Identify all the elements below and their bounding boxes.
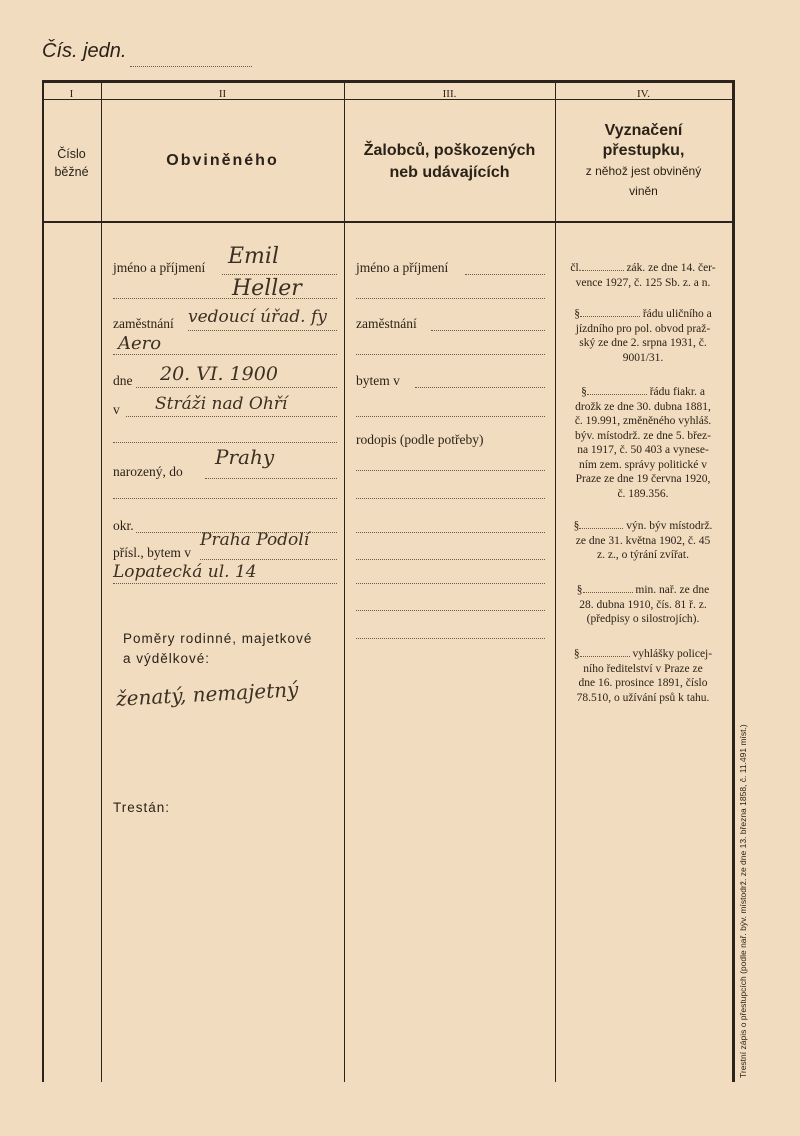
col-divider-2	[344, 80, 345, 1082]
plaintiff-name-label: jméno a příjmení	[356, 260, 449, 275]
header-bottom-border	[42, 221, 735, 223]
offence-4: § výn. býv místodrž. ze dne 31. května 1902, č. 45 z. z., o týrání zvířat.	[573, 520, 713, 561]
accused-date-label: dne	[113, 373, 133, 388]
accused-occupation-line-2	[113, 354, 337, 355]
accused-district-label: okr.	[113, 518, 134, 533]
accused-domicile-line	[200, 559, 337, 560]
accused-domicile-value: Praha Podolí	[200, 530, 310, 550]
accused-born-value: Prahy	[215, 445, 275, 469]
accused-surname-value: Heller	[232, 276, 302, 301]
plaintiff-line-12	[356, 610, 545, 611]
table-top-border	[42, 80, 735, 83]
roman-1: I	[69, 88, 74, 100]
accused-name-label: jméno a příjmení	[113, 260, 206, 275]
plaintiff-line-8	[356, 498, 545, 499]
offence-6: § vyhlášky policej- ního ředitelství v Praze ze dne 16. prosince 1891, číslo 78.510, o užívání psů k tahu.	[573, 648, 713, 704]
accused-place-value: Stráži nad Ohří	[155, 394, 288, 414]
accused-occupation-line	[188, 330, 337, 331]
accused-domicile-value-2: Lopatecká ul. 14	[113, 562, 257, 582]
offence-1: čl. zák. ze dne 14. čer- vence 1927, č. 125 Sb. z. a n.	[570, 262, 716, 289]
accused-born-label	[113, 464, 183, 480]
family-value: ženatý, nemajetný	[115, 677, 299, 711]
plaintiff-line-11	[356, 583, 545, 584]
col-divider-1	[101, 80, 102, 1082]
cis-jedn-line	[130, 66, 252, 67]
accused-place-label: v	[113, 402, 120, 417]
family-label: Poměry rodinné, majetkové a výdělkové:	[123, 631, 313, 666]
accused-domicile-label: přísl., bytem v	[113, 545, 191, 560]
accused-date-line	[136, 387, 337, 388]
plaintiff-line-13	[356, 638, 545, 639]
accused-name-line-2	[113, 298, 337, 299]
plaintiff-name-line	[465, 274, 545, 275]
plaintiff-line-10	[356, 559, 545, 560]
plaintiff-line-2	[356, 298, 545, 299]
table-left-border	[42, 80, 44, 1082]
born-mid: ý, do	[155, 464, 183, 479]
accused-place-line	[126, 416, 337, 417]
roman-4: IV.	[637, 88, 650, 100]
col-divider-3	[555, 80, 556, 1082]
accused-domicile-line-2	[113, 583, 337, 584]
accused-name-line	[222, 274, 337, 275]
offence-2: § řádu uličního a jízdního pro pol. obvod praž- ský ze dne 2. srpna 1931, č. 9001/31.	[574, 308, 712, 364]
offence-3: § řádu fiakr. a drožk ze dne 30. dubna 1881, č. 19.991, změněného vyhláš. býv. místodrž. ze dne 5. břez- na 1917, č. 50 403 a vynese- ním zem. správy politické v Praze ze dne 19 června 1920, č. 189.356.	[574, 386, 712, 500]
plaintiff-line-9	[356, 532, 545, 533]
plaintiff-line-4	[356, 354, 545, 355]
table-right-border	[732, 80, 735, 1082]
accused-born-line-2	[113, 498, 337, 499]
born-label: narozen	[113, 464, 156, 479]
roman-2: II	[218, 88, 227, 100]
plaintiff-line-6	[356, 416, 545, 417]
accused-born-line	[205, 478, 337, 479]
side-note: Trestní zápis o přestupcích (podle nař. býv. místodrž. ze dne 13. března 1858, č. 11.491 míst.)	[738, 724, 748, 1078]
accused-name-value: Emil	[228, 244, 279, 269]
accused-date-value: 20. VI. 1900	[160, 363, 278, 385]
plaintiff-occupation-label: zaměstnání	[356, 316, 417, 331]
plaintiff-address-label: bytem v	[356, 373, 400, 388]
roman-3: III.	[442, 88, 457, 100]
punished-label: Trestán:	[113, 800, 171, 815]
accused-place-line-2	[113, 442, 337, 443]
plaintiff-line-7	[356, 470, 545, 471]
accused-occupation-label: zaměstnání	[113, 316, 174, 331]
col2-heading: Obviněného	[166, 152, 279, 169]
accused-occupation-value-2: Aero	[118, 333, 162, 354]
cis-jedn-label: Čís. jedn.	[42, 40, 127, 62]
plaintiff-bio-label: rodopis (podle potřeby)	[356, 432, 484, 447]
offence-5: § min. nař. ze dne 28. dubna 1910, čís. 81 ř. z. (předpisy o silostrojích).	[576, 584, 710, 625]
col1-heading: Číslo běžné	[54, 147, 89, 179]
col4-heading: Vyznačení přestupku, z něhož jest obviněný viněn	[585, 122, 702, 198]
col3-heading: Žalobců, poškozených neb udávajících	[363, 142, 536, 181]
accused-occupation-value: vedoucí úřad. fy	[188, 307, 327, 327]
plaintiff-occupation-line	[431, 330, 545, 331]
plaintiff-address-line	[415, 387, 545, 388]
